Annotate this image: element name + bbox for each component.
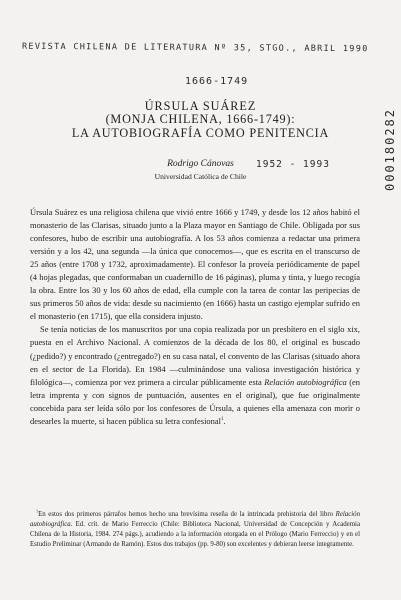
footnote [30, 510, 360, 550]
footnote-marker: 1 [36, 508, 39, 514]
footnote-reference: 1 [220, 415, 224, 422]
handwritten-title-dates: 1666-1749 [185, 76, 249, 87]
body-paragraph-1: Úrsula Suárez es una religiosa chilena que vivió entre 1666 y 1749, y desde los 12 años habitó el monasterio de las Clarisas, situado junto a la Plaza mayor en Santiago de Chile. Obligada por sus confesores, hubo de escribir una autobiografía. A los 53 años comienza a redactar una primera versión y a los 42, una segunda —la única que conocemos—, que es escrita en el transcurso de 25 años (entre 1708 y 1732, aproximadamente). El confesor la proveía periódicamente de papel (4 hojas plegadas, que conformaban un cuadernillo de 16 páginas), pluma y tinta, y luego recogía la obra. Entre los 30 y los 60 años de edad, ella cumple con la tarea de contar las peripecias de sus primeros 50 años de vida: desde su nacimiento (en 1666) hasta un castigo ejemplar sufrido en el monasterio (en 1715), que ella considera injusto. [30, 207, 360, 322]
body-paragraph-2-italic-title: Relación autobiográfica [264, 376, 347, 387]
article-body [30, 206, 360, 428]
author-name: Rodrigo Cánovas [167, 159, 234, 169]
footnote-italic-title: Relación autobiográfica [30, 511, 360, 528]
handwritten-journal-reference: REVISTA CHILENA DE LITERATURA Nº 35, STGO., ABRIL 1990 [21, 41, 369, 55]
handwritten-margin-code: 000180282 [383, 108, 397, 192]
article-title-line-1: ÚRSULA SUÁREZ [144, 99, 257, 113]
body-paragraph-2-text-a: Se tenía noticias de los manuscritos por una copia realizada por un presbítero en el siglo xix, puesta en el Archivo Nacional. A comienzos de la década de los 80, el original es buscado (¿pedido?) y encontrado (¿entregado?) en su casa natal, el convento de las Clarisas (situado ahora en el sector de La Florida). En 1984 —culminándose una valiosa investigación histórica y filológica—, comienza por vez primera a circular públicamente esta [30, 324, 360, 387]
handwritten-author-dates: 1952 - 1993 [256, 159, 330, 170]
author-affiliation: Universidad Católica de Chile [154, 172, 247, 181]
body-paragraph-2 [30, 323, 360, 427]
footnote-paragraph [30, 510, 360, 550]
footnote-text-b: . Ed. crít. de Mario Ferreccio (Chile: Biblioteca Nacional, Universidad de Concepción y Academia Chilena de la Historia, 1984. 274 págs.), acudiendo a la información otorgada en el Prólogo (Mario Ferreccio) y en el Estudio Preliminar (Armando de Ramón). Estos dos trabajos (pp. 9-80) son excelentes y debieran leerse íntegramente. [30, 520, 360, 548]
body-paragraph-2-text-b: (en letra imprenta y con signos de puntuación, ausentes en el original), que fue originalmente concebida para ser leída sólo por los confesores de Úrsula, a quienes ella amenaza con morir o desearles la muerte, si hacen pública su letra confesional [30, 376, 360, 426]
article-title-line-2: (MONJA CHILENA, 1666-1749): [105, 112, 296, 126]
article-title-line-3: LA AUTOBIOGRAFÍA COMO PENITENCIA [71, 126, 330, 140]
footnote-text-a: En estos dos primeros párrafos hemos hecho una brevísima reseña de la intrincada prehistoria del libro [38, 511, 336, 518]
body-paragraph-2-end: . [223, 415, 226, 426]
